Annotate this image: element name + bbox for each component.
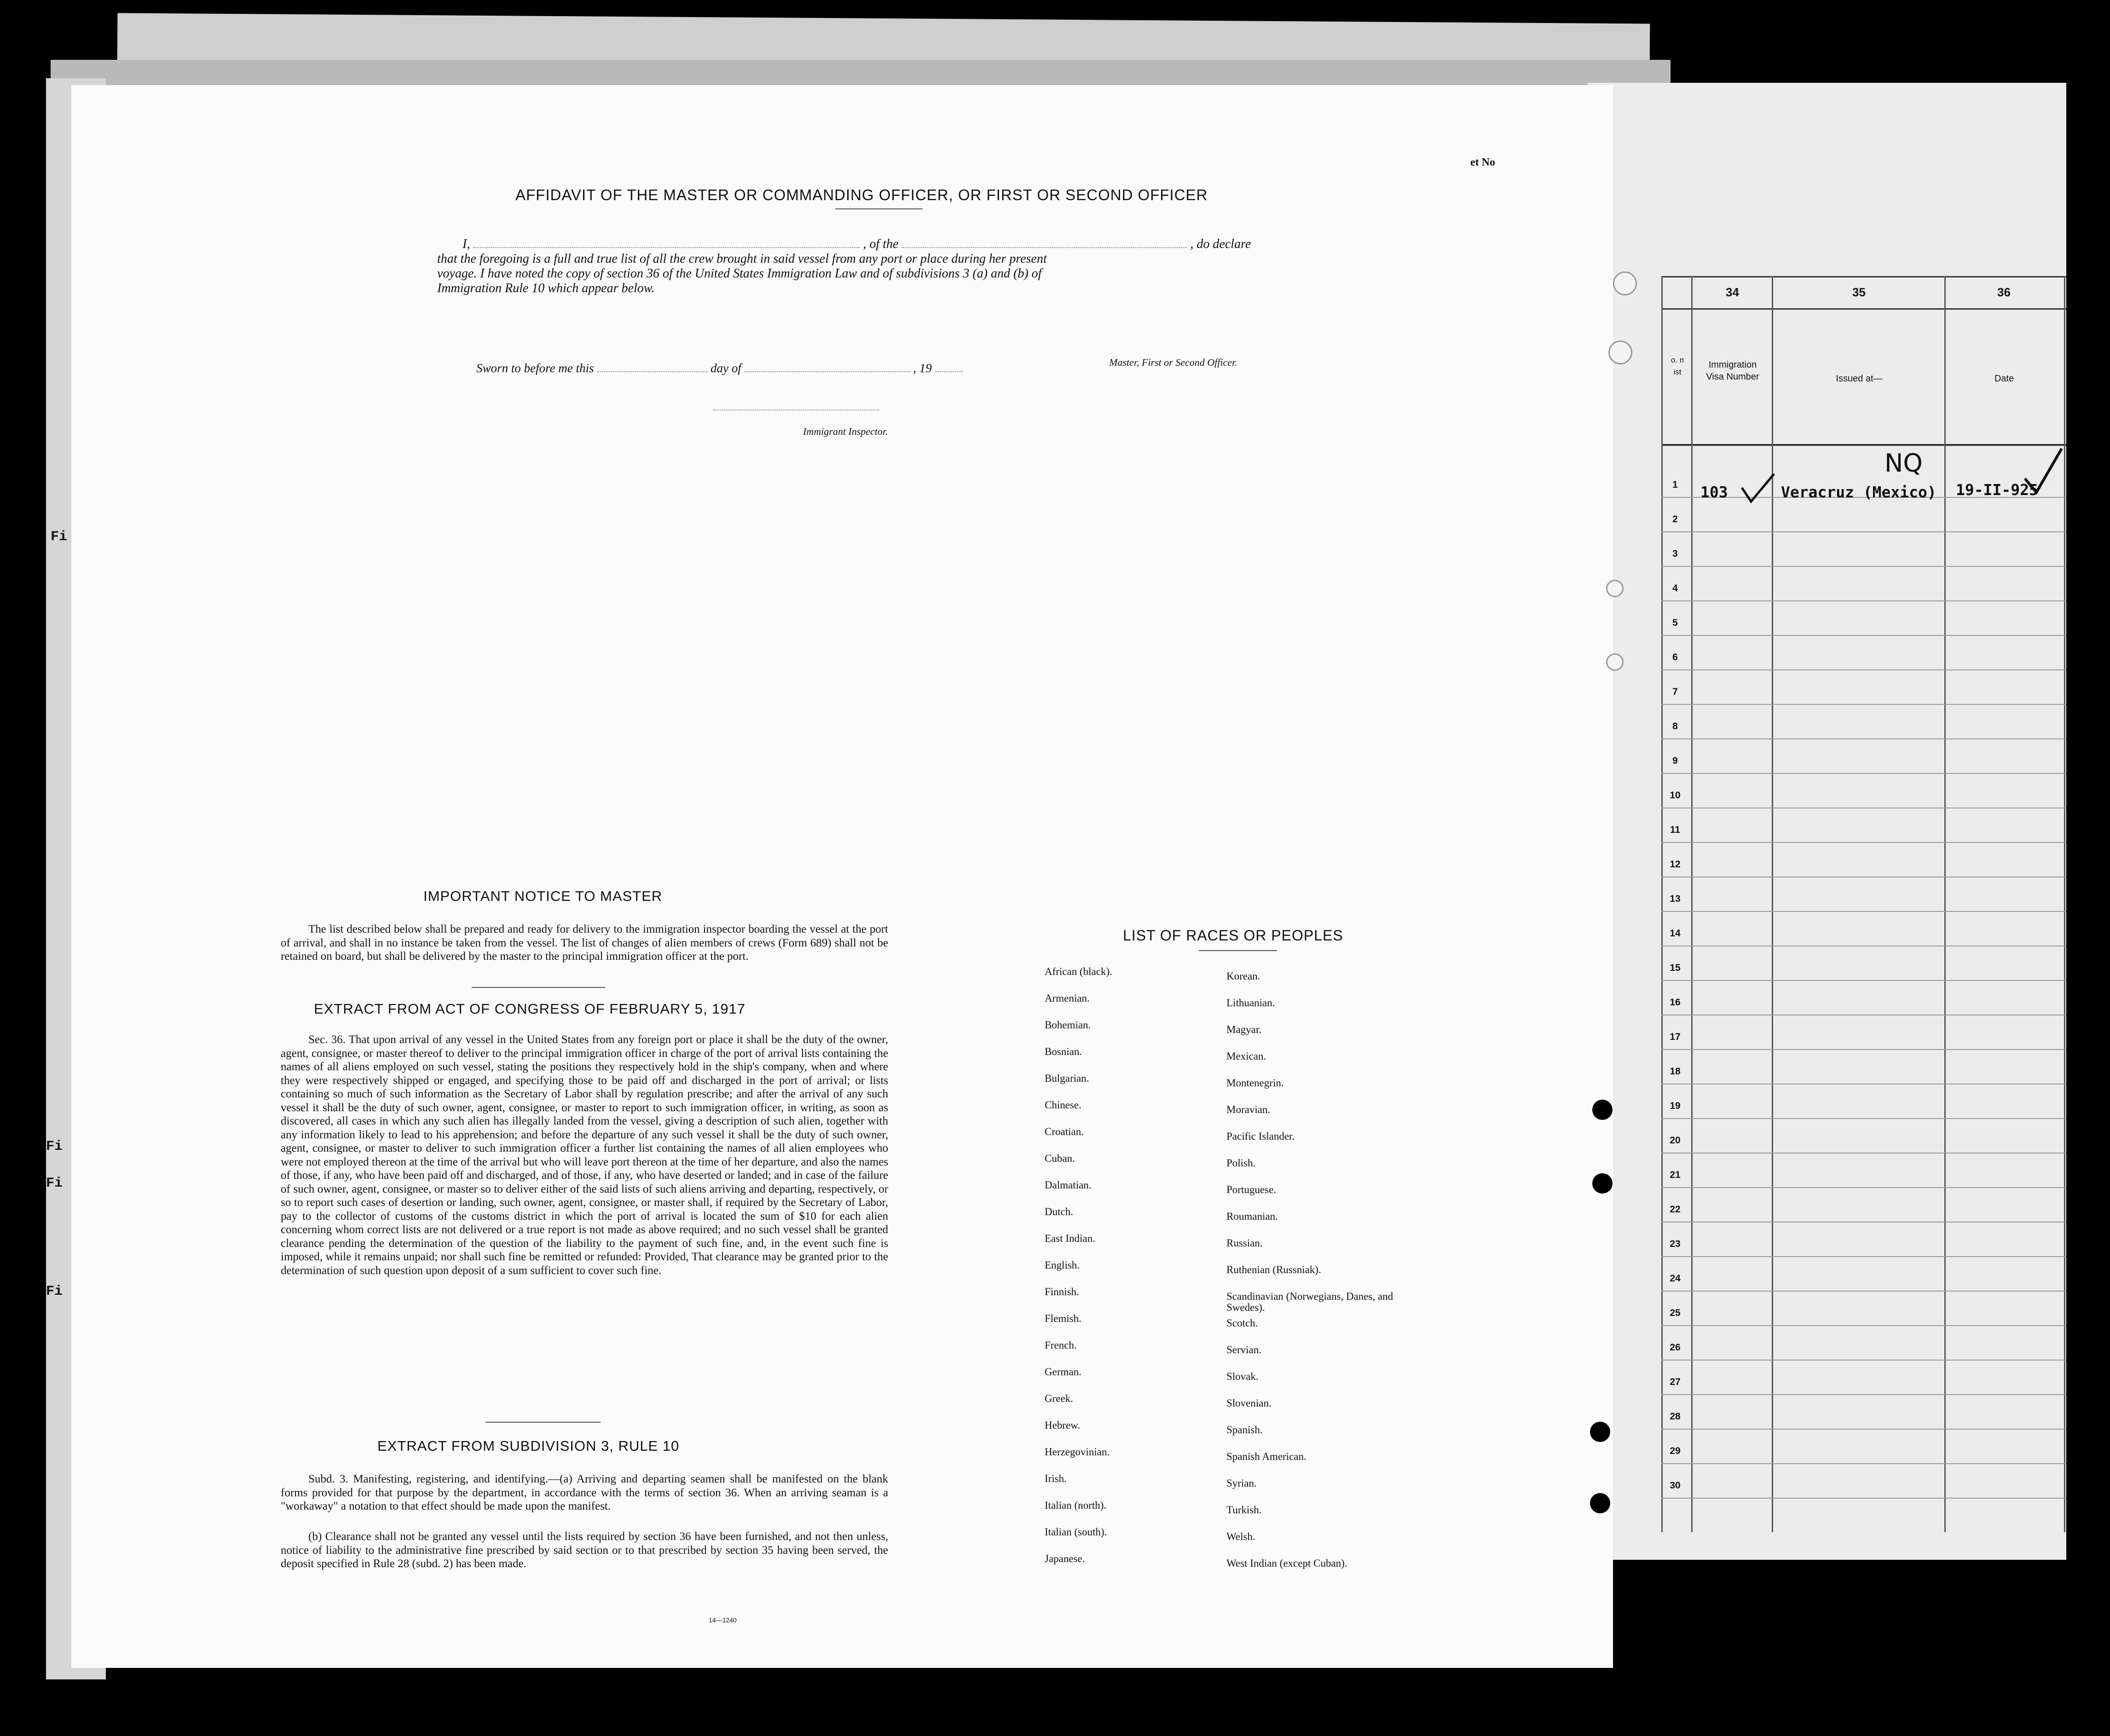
race-entry: French. — [1045, 1339, 1077, 1351]
ledger-row-number: 6 — [1672, 652, 1678, 663]
nq-annotation: NQ — [1885, 449, 1923, 478]
edge-mark: Fi — [46, 1176, 63, 1191]
ledger-row-number: 4 — [1672, 583, 1678, 594]
punch-hole — [1608, 340, 1632, 364]
edge-mark: Fi — [51, 529, 68, 545]
ledger-row-number: 13 — [1670, 894, 1681, 904]
ledger-row-number: 9 — [1672, 756, 1678, 766]
ledger-row-number: 8 — [1672, 721, 1678, 732]
ledger-row-number: 12 — [1670, 859, 1681, 870]
punch-hole — [1606, 653, 1624, 671]
ledger-row-line — [1661, 669, 2066, 670]
issued-at-entry: Veracruz (Mexico) — [1781, 483, 1937, 501]
ledger-row-line — [1661, 1394, 2066, 1395]
race-entry: Lithuanian. — [1226, 997, 1275, 1009]
race-entry: African (black). — [1045, 966, 1112, 977]
race-entry: Slovak. — [1226, 1371, 1259, 1382]
ledger-row-line — [1661, 635, 2066, 636]
ledger-row-line — [1661, 1291, 2066, 1292]
name-blank — [473, 247, 860, 248]
ledger-row-line — [1661, 911, 2066, 912]
nineteen-label: , 19 — [913, 361, 932, 375]
race-entry: Croatian. — [1045, 1126, 1084, 1137]
inspector-signature-blank — [713, 409, 879, 410]
affidavit-line-1: that the foregoing is a full and true list of all the crew brought in said vessel from any port or place during her present — [437, 252, 1047, 266]
ledger-row-line — [1661, 1429, 2066, 1430]
race-entry: East Indian. — [1045, 1233, 1095, 1244]
extract-rule-para-a: Subd. 3. Manifesting, registering, and identifying.—(a) Arriving and departing seamen shall be manifested on the blank forms provided for that purpose by the department, in accordance with the terms of section 36. When an arriving seaman is a "workaway" a notation to that effect should be made upon the manifest. — [281, 1473, 888, 1512]
race-entry: Korean. — [1226, 970, 1260, 982]
punch-hole — [1592, 1100, 1613, 1120]
ledger-row-number: 7 — [1672, 686, 1678, 697]
punch-hole — [1613, 271, 1637, 295]
race-entry: Scotch. — [1226, 1317, 1258, 1329]
race-entry: Bosnian. — [1045, 1046, 1082, 1057]
race-entry: Welsh. — [1226, 1531, 1255, 1542]
ledger-row-line — [1661, 773, 2066, 774]
ledger-row-number: 21 — [1670, 1170, 1681, 1180]
race-entry: English. — [1045, 1259, 1080, 1271]
race-entry: Italian (north). — [1045, 1500, 1107, 1511]
punch-hole — [1606, 580, 1624, 597]
day-of-label: day of — [711, 361, 741, 375]
column-header-date: Date — [1994, 374, 2014, 384]
ledger-row-line — [1661, 738, 2066, 739]
sworn-label: Sworn to before me this — [476, 361, 594, 375]
ledger-row-line — [1661, 566, 2066, 567]
i-label: I, — [462, 237, 470, 251]
race-entry: Armenian. — [1045, 992, 1090, 1004]
ledger-row-line — [1661, 1256, 2066, 1257]
ledger-row-line — [1661, 1360, 2066, 1361]
ledger-row-number: 30 — [1670, 1480, 1681, 1491]
ledger-page — [1588, 83, 2066, 1560]
edge-mark: Fi — [46, 1284, 63, 1299]
ledger-row-number: 27 — [1670, 1377, 1681, 1387]
ledger-row-number: 19 — [1670, 1101, 1681, 1111]
ledger-row-line — [1661, 1187, 2066, 1188]
ledger-row-number: 29 — [1670, 1446, 1681, 1456]
notice-text: The list described below shall be prepared and ready for delivery to the immigration inspector boarding the vessel at the port of arrival, and shall in no instance be taken from the vessel. The list of changes of alien members of crews (Form 689) shall not be retained on board, but shall be delivered by the master to the principal immigration officer at the port. — [281, 923, 888, 963]
race-entry: Moravian. — [1226, 1104, 1271, 1115]
ledger-row-number: 24 — [1670, 1273, 1681, 1284]
ledger-row-number: 23 — [1670, 1239, 1681, 1249]
races-right-column — [1226, 971, 1411, 1585]
race-entry: West Indian (except Cuban). — [1226, 1557, 1347, 1569]
race-entry: Mexican. — [1226, 1050, 1266, 1062]
race-entry: Italian (south). — [1045, 1526, 1107, 1538]
race-entry: Dalmatian. — [1045, 1179, 1092, 1191]
visa-number-entry: 103 — [1700, 483, 1728, 501]
ledger-row-line — [1661, 842, 2066, 843]
ledger-row-number: 14 — [1670, 928, 1681, 939]
ledger-row-number: 18 — [1670, 1066, 1681, 1077]
ledger-row-number: 26 — [1670, 1342, 1681, 1353]
inspector-caption: Immigrant Inspector. — [803, 426, 888, 437]
edge-mark: Fi — [46, 1139, 63, 1154]
race-entry: Turkish. — [1226, 1504, 1262, 1516]
race-entry: Hebrew. — [1045, 1419, 1081, 1431]
race-entry: Magyar. — [1226, 1024, 1262, 1035]
row-column-header: o. n ist — [1671, 356, 1684, 376]
affidavit-title: AFFIDAVIT OF THE MASTER OR COMMANDING OFFICER, OR FIRST OR SECOND OFFICER — [515, 186, 1208, 203]
ledger-row-line — [1661, 531, 2066, 532]
race-entry: Flemish. — [1045, 1313, 1081, 1324]
do-declare-label: , do declare — [1190, 237, 1251, 251]
ledger-row-number: 22 — [1670, 1204, 1681, 1215]
race-entry: Polish. — [1226, 1157, 1256, 1169]
ledger-row-line — [1661, 980, 2066, 981]
ledger-row-line — [1661, 1222, 2066, 1223]
race-entry: Russian. — [1226, 1237, 1263, 1249]
punch-hole — [1590, 1422, 1610, 1442]
ledger-row-line — [1661, 704, 2066, 705]
check-mark-icon — [2023, 446, 2064, 497]
race-entry: Japanese. — [1045, 1553, 1085, 1564]
ledger-row-line — [1661, 1463, 2066, 1464]
race-entry: Roumanian. — [1226, 1211, 1278, 1222]
signature-caption: Master, First or Second Officer. — [1109, 357, 1237, 368]
ledger-row-number: 28 — [1670, 1411, 1681, 1422]
extract-rule-para-b: (b) Clearance shall not be granted any vessel until the lists required by section 36 have been furnished, and not then unless, notice of liability to the administrative fine prescribed by said section or to that prescribed by section 35 having been served, the deposit specified in Rule 28 (subd. 2) has been made. — [281, 1530, 888, 1570]
ledger-row-number: 2 — [1672, 514, 1678, 525]
race-entry: Cuban. — [1045, 1153, 1075, 1164]
punch-hole — [1590, 1493, 1610, 1513]
race-entry: Dutch. — [1045, 1206, 1073, 1217]
ledger-row-line — [1661, 600, 2066, 601]
race-entry: Finnish. — [1045, 1286, 1079, 1298]
ledger-row-line — [1661, 1049, 2066, 1050]
column-header-issued: Issued at— — [1836, 374, 1883, 384]
check-mark-icon — [1740, 469, 1776, 506]
race-entry: Greek. — [1045, 1393, 1073, 1404]
ledger-row-number: 15 — [1670, 963, 1681, 973]
race-entry: Montenegrin. — [1226, 1077, 1284, 1089]
vessel-blank — [902, 247, 1187, 248]
race-entry: Herzegovinian. — [1045, 1446, 1110, 1458]
corner-mark: et No — [1470, 156, 1495, 168]
race-entry: Scandinavian (Norwegians, Danes, and Swedes). — [1226, 1291, 1393, 1313]
ledger-row-number: 5 — [1672, 617, 1678, 628]
ledger-row-number: 11 — [1670, 825, 1681, 835]
race-entry: Pacific Islander. — [1226, 1130, 1295, 1142]
affidavit-line-3: Immigration Rule 10 which appear below. — [437, 281, 655, 295]
ledger-row-number: 16 — [1670, 997, 1681, 1008]
ledger-row-number: 1 — [1672, 479, 1678, 490]
ledger-row-number: 25 — [1670, 1308, 1681, 1318]
race-entry: Irish. — [1045, 1473, 1067, 1484]
punch-hole — [1592, 1173, 1613, 1194]
ledger-row-line — [1661, 1118, 2066, 1119]
ledger-row-number: 3 — [1672, 548, 1678, 559]
race-entry: Syrian. — [1226, 1477, 1257, 1489]
notice-title: IMPORTANT NOTICE TO MASTER — [423, 888, 663, 904]
extract-rule-title: EXTRACT FROM SUBDIVISION 3, RULE 10 — [377, 1438, 680, 1454]
column-header-visa: Immigration Visa Number — [1706, 360, 1759, 382]
race-entry: Portuguese. — [1226, 1184, 1276, 1195]
ledger-row-line — [1661, 1325, 2066, 1326]
races-title: LIST OF RACES OR PEOPLES — [1123, 927, 1343, 944]
column-number: 35 — [1852, 285, 1866, 299]
column-number: 36 — [1997, 285, 2011, 299]
ledger-row-number: 20 — [1670, 1135, 1681, 1146]
extract-act-title: EXTRACT FROM ACT OF CONGRESS OF FEBRUARY 5, 1917 — [314, 1001, 746, 1017]
race-entry: Slovenian. — [1226, 1397, 1272, 1409]
race-entry: Bohemian. — [1045, 1019, 1091, 1031]
ledger-row-line — [1661, 1498, 2066, 1499]
form-number: 14—1240 — [709, 1616, 737, 1624]
ledger-row-number: 17 — [1670, 1032, 1681, 1042]
race-entry: Bulgarian. — [1045, 1073, 1089, 1084]
extract-act-text: Sec. 36. That upon arrival of any vessel in the United States from any foreign port or place it shall be the duty of the owner, agent, consignee, or master thereof to deliver to the principal immigration officer in charge of the port of arrival lists containing the names of all aliens employed on such vessel, stating the positions they respectively hold in the ship's company, when and where they were respectively shipped or engaged, and specifying those to be paid off and discharged in the port of arrival; or lists containing so much of such information as the Secretary of Labor shall by regulation prescribe; and after the arrival of any such vessel it shall be the duty of such owner, agent, consignee, or master to report to such immigration officer, in writing, as soon as discovered, all cases in which any such alien has illegally landed from the vessel, giving a description of such alien, together with any information likely to lead to his apprehension; and before the departure of any such vessel it shall be the duty of such owner, agent, consignee, or master to deliver to such immigration officer a further list containing the names of all alien employees who were not employed thereon at the time of the arrival but who will leave port thereon at the time of her departure, and also the names of those, if any, who have been paid off and discharged, and of those, if any, who have deserted or landed; and in case of the failure of such owner, agent, consignee, or master so to deliver either of the said lists of such aliens arriving and departing, respectively, or so to report such cases of desertion or landing, such owner, agent, consignee, or master shall, if required by the Secretary of Labor, pay to the collector of customs of the customs district in which the port of arrival is located the sum of $10 for each alien concerning whom correct lists are not delivered or a true report is not made as above required; and no such vessel shall be granted clearance pending the determination of the question of the liability to the payment of such fine, and, in the event such fine is imposed, while it remains unpaid; nor shall such fine be remitted or refunded: Provided, That clearance may be granted prior to the determination of such question upon deposit of a sum sufficient to cover such fine. — [281, 1033, 888, 1277]
race-entry: Servian. — [1226, 1344, 1262, 1355]
race-entry: Ruthenian (Russniak). — [1226, 1264, 1321, 1275]
of-the-label: , of the — [863, 237, 899, 251]
date-entry: 19-II-925 — [1956, 481, 2038, 499]
race-entry: German. — [1045, 1366, 1081, 1378]
race-entry: Spanish. — [1226, 1424, 1263, 1436]
column-number: 34 — [1726, 285, 1739, 299]
affidavit-line-2: voyage. I have noted the copy of section 36 of the United States Immigration Law and of subdivisions 3 (a) and (b) of — [437, 266, 1042, 281]
affidavit-page — [71, 85, 1613, 1668]
race-entry: Spanish American. — [1226, 1451, 1306, 1462]
race-entry: Chinese. — [1045, 1099, 1081, 1111]
ledger-row-number: 10 — [1670, 790, 1681, 801]
ledger-row-line — [1661, 807, 2066, 808]
